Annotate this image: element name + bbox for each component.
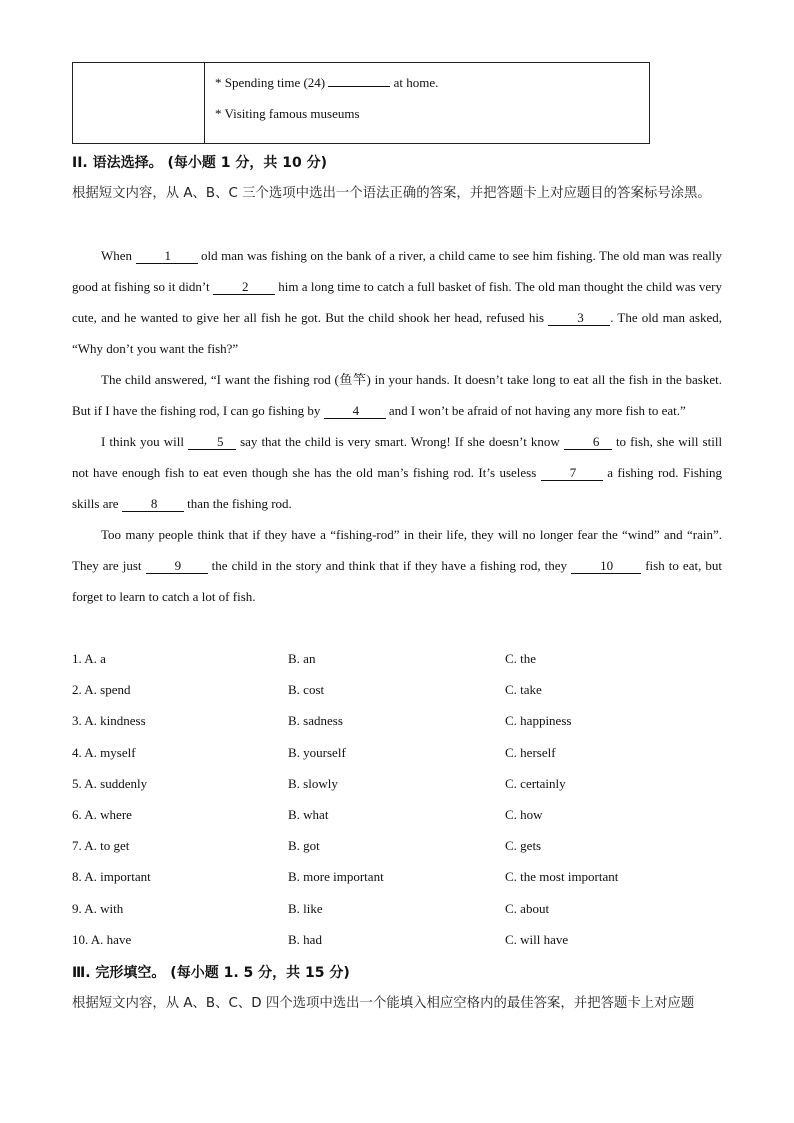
section-2-instruction: 根据短文内容，从 A、B、C 三个选项中选出一个语法正确的答案，并把答题卡上对应题目的答案标号涂黑。 [72, 186, 711, 201]
table-cell-empty [73, 63, 205, 143]
option-c[interactable]: C. the [505, 651, 537, 666]
option-b[interactable]: B. had [288, 931, 322, 947]
reading-passage [72, 240, 722, 612]
option-row [72, 801, 722, 832]
option-a[interactable]: 5. A. suddenly [72, 775, 148, 791]
option-c[interactable]: C. how [505, 806, 543, 822]
option-a[interactable]: 10. A. have [72, 931, 132, 947]
blank-24[interactable] [328, 86, 390, 87]
blank-2[interactable]: 2 [213, 280, 275, 295]
blank-10[interactable]: 10 [571, 559, 641, 574]
section-3-heading: Ⅲ. 完形填空。 (每小题 1. 5 分，共 15 分) [72, 965, 350, 981]
option-row [72, 926, 722, 957]
option-b[interactable]: B. more important [288, 869, 384, 885]
option-row [72, 863, 722, 894]
option-c[interactable]: C. happiness [505, 713, 572, 729]
option-row [72, 645, 722, 676]
option-a[interactable]: 8. A. important [72, 869, 151, 885]
option-b[interactable]: B. got [288, 838, 320, 854]
blank-1[interactable]: 1 [136, 249, 198, 264]
option-a[interactable]: 2. A. spend [72, 682, 131, 698]
option-b[interactable]: B. what [288, 806, 329, 822]
passage-paragraph: When 1 old man was fishing on the bank of a river, a child came to see him fishing. The old man was really good at fishing so it didn’t 2 him a long time to catch a full basket of fish. The old man thought the child was very cute, and he wanted to give her all fish he got. But the child shook her head, refused his 3 . The old man asked, “Why don’t you want the fish?” [72, 248, 723, 356]
option-row [72, 739, 722, 770]
option-row [72, 832, 722, 863]
passage-paragraph: The child answered, “I want the fishing rod (鱼竿) in your hands. It doesn’t take long to eat all the fish in the basket. But if I have the fishing rod, I can go fishing by 4 and I won’t be afraid of not having any more fish to eat.” [72, 372, 722, 418]
passage-paragraph: Too many people think that if they have a “fishing-rod” in their life, they will no longer fear the “wind” and “rain”. They are just 9 the child in the story and think that if they have a fishing rod, they 10 fish to eat, but forget to learn to catch a lot of fish. [72, 527, 722, 604]
option-b[interactable]: B. like [288, 900, 323, 916]
option-a[interactable]: 9. A. with [72, 900, 124, 916]
blank-5[interactable]: 5 [188, 435, 236, 450]
option-c[interactable]: C. take [505, 682, 542, 698]
passage-paragraph: I think you will 5 say that the child is very smart. Wrong! If she doesn’t know 6 to fish, she will still not have enough fish to eat even though she has the old man’s fishing rod. It’s useless 7 a fishing rod. Fishing skills are 8 than the fishing rod. [72, 434, 723, 511]
section-3-instruction: 根据短文内容，从 A、B、C、D 四个选项中选出一个能填入相应空格内的最佳答案，并把答题卡上对应题 [72, 996, 695, 1011]
option-c[interactable]: C. the most important [505, 869, 619, 885]
table-line-spending-time: * Spending time (24) at home. [215, 75, 439, 90]
blank-8[interactable]: 8 [122, 497, 184, 512]
blank-6[interactable]: 6 [564, 435, 612, 450]
option-c[interactable]: C. about [505, 900, 550, 916]
option-row [72, 676, 722, 707]
option-b[interactable]: B. sadness [288, 713, 343, 729]
option-a[interactable]: 1. A. a [72, 651, 106, 666]
table-line-visiting-museums: * Visiting famous museums [215, 106, 360, 121]
option-b[interactable]: B. an [288, 651, 316, 666]
option-row [72, 707, 722, 738]
info-table [72, 62, 650, 144]
option-c[interactable]: C. herself [505, 744, 556, 760]
option-b[interactable]: B. cost [288, 682, 325, 698]
option-b[interactable]: B. slowly [288, 775, 338, 791]
blank-9[interactable]: 9 [146, 559, 208, 574]
option-b[interactable]: B. yourself [288, 744, 346, 760]
option-row [72, 770, 722, 801]
option-a[interactable]: 7. A. to get [72, 838, 130, 854]
option-row [72, 895, 722, 926]
option-a[interactable]: 3. A. kindness [72, 713, 146, 729]
option-c[interactable]: C. certainly [505, 775, 566, 791]
section-2-heading: II. 语法选择。 (每小题 1 分，共 10 分) [72, 155, 328, 171]
option-c[interactable]: C. will have [505, 931, 569, 947]
answer-options [72, 645, 722, 957]
option-c[interactable]: C. gets [505, 838, 542, 854]
table-cell-content [205, 63, 649, 143]
option-a[interactable]: 6. A. where [72, 806, 132, 822]
blank-4[interactable]: 4 [324, 404, 386, 419]
blank-7[interactable]: 7 [541, 466, 603, 481]
option-a[interactable]: 4. A. myself [72, 744, 136, 760]
blank-3[interactable]: 3 [548, 311, 610, 326]
